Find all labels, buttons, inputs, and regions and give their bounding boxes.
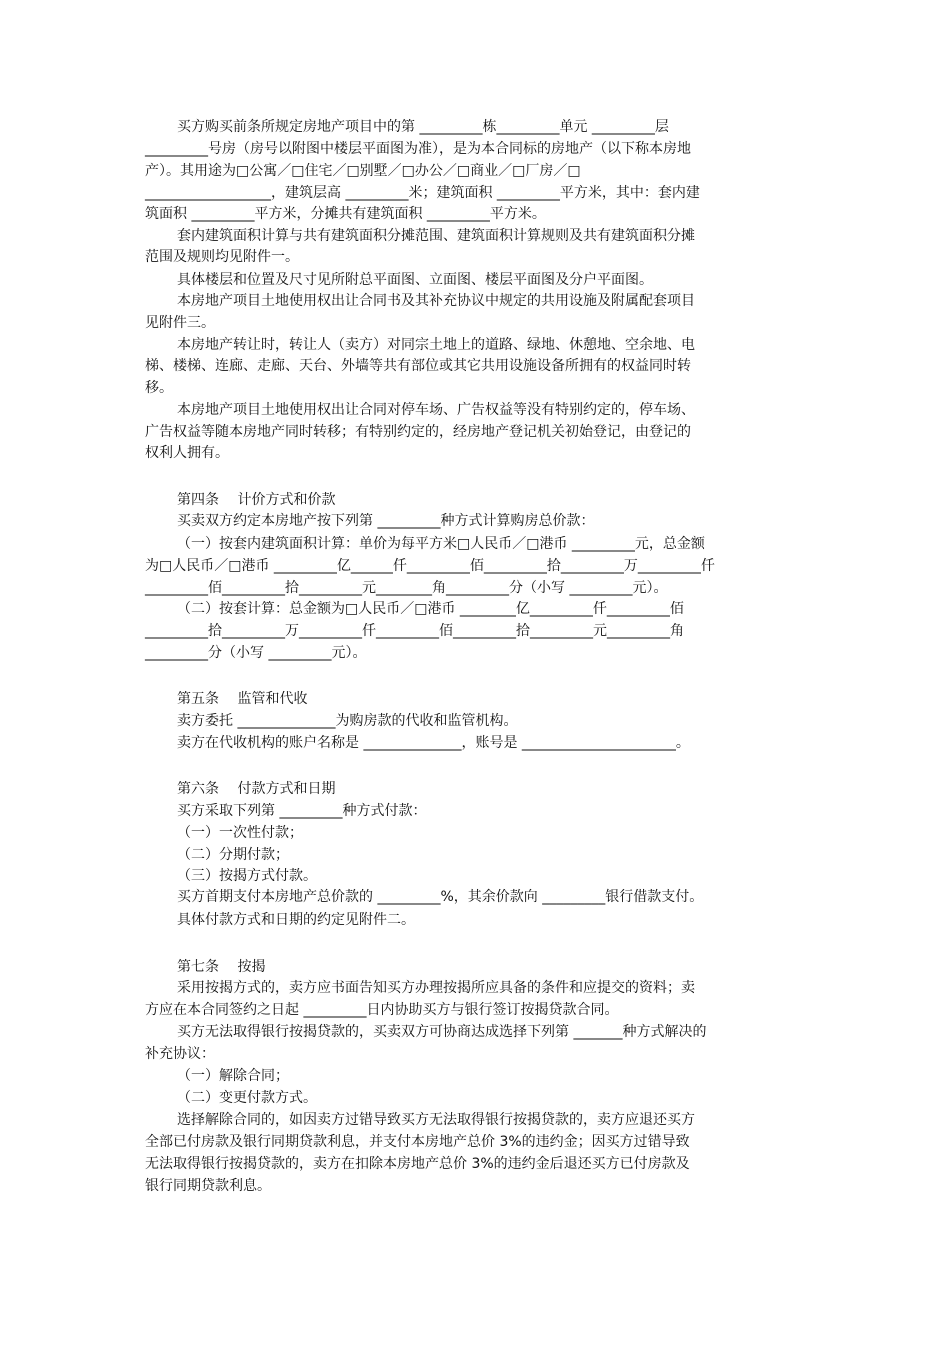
- text-line: 范围及规则均见附件一。: [145, 249, 299, 265]
- text-line: 无法取得银行按揭贷款的，卖方在扣除本房地产总价 3%的违约金后退还买方已付房款及: [145, 1156, 690, 1172]
- text-line: （二）按套计算：总金额为□人民币／□港币 ________亿_________仟_________佰: [177, 601, 684, 617]
- text-line: 套内建筑面积计算与共有建筑面积分摊范围、建筑面积计算规则及共有建筑面积分摊: [177, 228, 695, 244]
- text-line: 卖方委托 ______________为购房款的代收和监管机构。: [177, 713, 518, 729]
- text-line: 银行同期贷款利息。: [145, 1178, 271, 1194]
- text-line: _________佰_________拾_________元________角_________分（小写 _________元）。: [145, 580, 668, 596]
- text-line: _________分（小写 _________元）。: [145, 645, 367, 661]
- text-line: 买卖双方约定本房地产按下列第 _________种方式计算购房总价款：: [177, 513, 595, 529]
- text-line: 权利人拥有。: [145, 445, 229, 461]
- section-heading: 第六条 付款方式和日期: [177, 781, 336, 797]
- text-line: 广告权益等随本房地产同时转移；有特别约定的，经房地产登记机关初始登记，由登记的: [145, 424, 691, 440]
- text-line: 筑面积 _________平方米，分摊共有建筑面积 _________平方米。: [145, 206, 546, 222]
- section-heading: 第五条 监管和代收: [177, 691, 308, 707]
- text-line: 全部已付房款及银行同期贷款利息，并支付本房地产总价 3%的违约金；因买方过错导致: [145, 1134, 690, 1150]
- text-line: 具体付款方式和日期的约定见附件二。: [177, 912, 415, 928]
- text-line: 本房地产项目土地使用权出让合同书及其补充协议中规定的共用设施及附属配套项目: [177, 293, 695, 309]
- text-line: 采用按揭方式的，卖方应书面告知买方办理按揭所应具备的条件和应提交的资料；卖: [177, 980, 695, 996]
- text-line: 买方购买前条所规定房地产项目中的第 _________栋_________单元 _________层: [177, 119, 669, 135]
- text-line: 买方首期支付本房地产总价款的 _________%，其余价款向 _________银行借款支付。: [177, 889, 704, 905]
- text-line: （二）分期付款；: [177, 847, 289, 863]
- text-line: 产）。其用途为□公寓／□住宅／□别墅／□办公／□商业／□厂房／□: [145, 163, 581, 179]
- text-line: 选择解除合同的，如因卖方过错导致买方无法取得银行按揭贷款的，卖方应退还买方: [177, 1112, 695, 1128]
- text-line: 本房地产项目土地使用权出让合同对停车场、广告权益等没有特别约定的，停车场、: [177, 402, 695, 418]
- text-line: 买方无法取得银行按揭贷款的，买卖双方可协商达成选择下列第 _______种方式解决的: [177, 1024, 707, 1040]
- text-line: 买方采取下列第 _________种方式付款：: [177, 803, 427, 819]
- section-heading: 第七条 按揭: [177, 959, 266, 975]
- section-heading: 第四条 计价方式和价款: [177, 492, 336, 508]
- text-line: 本房地产转让时，转让人（卖方）对同宗土地上的道路、绿地、休憩地、空余地、电: [177, 337, 695, 353]
- text-line: （一）解除合同；: [177, 1068, 289, 1084]
- text-line: 方应在本合同签约之日起 _________日内协助买方与银行签订按揭贷款合同。: [145, 1002, 619, 1018]
- text-line: _________拾_________万_________仟_________佰_________拾_________元_________角: [145, 623, 684, 639]
- text-line: 见附件三。: [145, 315, 215, 331]
- text-line: （一）一次性付款；: [177, 825, 303, 841]
- text-line: （一）按套内建筑面积计算：单价为每平方米□人民币／□港币 _________元，总金额: [177, 536, 705, 552]
- text-line: （二）变更付款方式。: [177, 1090, 317, 1106]
- text-line: 为□人民币／□港币 _________亿______仟_________佰_________拾_________万_________仟: [145, 558, 715, 574]
- text-line: _________号房（房号以附图中楼层平面图为准），是为本合同标的房地产（以下称本房地: [145, 141, 691, 157]
- text-line: 补充协议：: [145, 1046, 215, 1062]
- text-line: 移。: [145, 380, 173, 396]
- text-line: 卖方在代收机构的账户名称是 ______________，账号是 ______________________。: [177, 735, 690, 751]
- text-line: __________________，建筑层高 _________米；建筑面积 _________平方米，其中：套内建: [145, 185, 700, 201]
- text-line: 梯、楼梯、连廊、走廊、天台、外墙等共有部位或其它共用设施设备所拥有的权益同时转: [145, 358, 691, 374]
- text-line: （三）按揭方式付款。: [177, 868, 317, 884]
- text-line: 具体楼层和位置及尺寸见所附总平面图、立面图、楼层平面图及分户平面图。: [177, 272, 653, 288]
